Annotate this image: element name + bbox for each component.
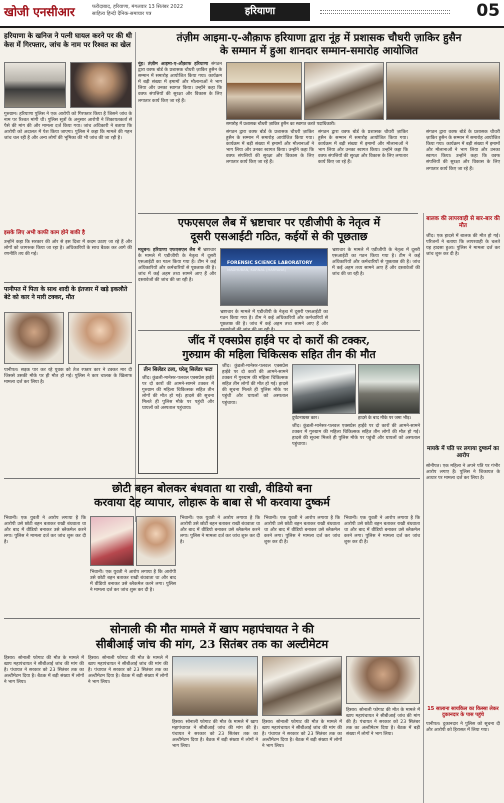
right-story-2-body: सोनीपत। एक महिला ने अपने पति पर गंभीर आरोप लगाए हैं। पुलिस ने शिकायत के आधार पर मामला दर्ज कर लिया है। <box>426 464 500 482</box>
left-lower-headline[interactable]: पानीपत में पिता के साथ शादी के इंतजार में खड़े इकलौते बेटे को कार ने मारी टक्कर, मौत <box>4 286 128 301</box>
jind-caption-2: हादसे के बाद मौके पर जमा भीड़। <box>358 416 412 421</box>
ceremony-byline: नूंह। तंज़ीम आइमा-ए-औक़ाफ हरियाणा <box>138 62 209 67</box>
ceremony-photo-3 <box>386 62 500 120</box>
ceremony-photo-1 <box>226 62 302 120</box>
fsl-body <box>138 248 216 324</box>
ceremony-body-col-2: संगठन द्वारा वक्फ बोर्ड के प्रशासक चौधरी ज़ाकिर हुसैन के सम्मान में समारोह आयोजित किया गया। कार्यक्रम में बड़ी संख्या में इमामों और मौलानाओं ने भाग लिया और उनका स्वागत किया। उन्होंने कहा कि वक्फ संपत्तियों की सुरक्षा और विकास के लिए लगातार कार्य किए जा रहे हैं। <box>226 130 314 166</box>
sonali-headline-line-2: सीबीआई जांच की मांग, 23 सितंबर तक का अल्टीमेटम <box>95 637 329 651</box>
sonali-headline-line-1: सोनाली की मौत मामले में खाप महापंचायत ने की <box>110 622 314 636</box>
top-left-photo-1 <box>4 62 66 108</box>
rakhi-headline[interactable] <box>4 482 420 511</box>
issue-date: फरीदाबाद, हरियाणा, मंगलवार 13 सितंबर 2022 <box>92 4 184 10</box>
sonali-photo-3 <box>346 656 420 704</box>
jind-headline-line-2: गुरुग्राम की महिला चिकित्सक सहित तीन की मौत <box>182 348 376 361</box>
rakhi-headline-line-1: छोटी बहन बोलकर बंधवाता था राखी, वीडियो बना <box>112 482 312 495</box>
fsl-headline-line-1: एफएसएल लैब में भ्रष्टाचार पर एडीजीपी के नेतृत्व में <box>177 216 381 229</box>
fsl-body-text: भ्रष्टाचार के मामले में एडीजीपी के नेतृत्व में दूसरी एसआईटी का गठन किया गया है। टीम ने कई अधिकारियों और कर्मचारियों से पूछताछ की है। जांच में कई अहम तथ्य सामने आए हैं और दस्तावेजों की जांच की जा रही है। <box>138 248 217 284</box>
rakhi-photo-1 <box>90 516 134 566</box>
jind-body-col-2: जींद। कुंडली-मानेसर-पलवल एक्सप्रेस हाईवे पर दो कारों की आमने-सामने टक्कर में गुरुग्राम की महिला चिकित्सक सहित तीन लोगों की मौत हो गई। हादसे की सूचना मिलते ही पुलिस मौके पर पहुंची और घायलों को अस्पताल पहुंचाया। <box>292 424 420 448</box>
right-story-3-headline[interactable]: 15 सालाना सायकिल का किस्सा लेकर दुकानदार के पास पहुंचे <box>427 706 499 719</box>
rakhi-photo-2 <box>136 516 176 566</box>
jind-body: जींद। कुंडली-मानेसर-पलवल एक्सप्रेस हाईवे पर दो कारों की आमने-सामने टक्कर में गुरुग्राम की महिला चिकित्सक सहित तीन लोगों की मौत हो गई। हादसे की सूचना मिलते ही पुलिस मौके पर पहुंची और घायलों को अस्पताल पहुंचाया। <box>222 364 288 406</box>
ceremony-photo-2 <box>304 62 384 120</box>
jind-photo-1 <box>292 364 356 414</box>
ceremony-body <box>138 62 222 210</box>
ceremony-body-text: संगठन द्वारा वक्फ बोर्ड के प्रशासक चौधरी ज़ाकिर हुसैन के सम्मान में समारोह आयोजित किया गया। कार्यक्रम में बड़ी संख्या में इमामों और मौलानाओं ने भाग लिया और उनका स्वागत किया। उन्होंने कहा कि वक्फ संपत्तियों की सुरक्षा और विकास के लिए लगातार कार्य किए जा रहे हैं। <box>138 62 222 104</box>
top-left-body: गुरुग्राम। हरियाणा पुलिस ने एक आरोपी को गिरफ्तार किया है जिसने जांच के नाम पर रिश्वत मांगी थी। पुलिस सूत्रों के अनुसार आरोपी ने शिकायतकर्ता से पैसे की मांग की और मामला दर्ज किया गया। जांच अधिकारी ने बताया कि आरोपी को अदालत में पेश किया जाएगा। पुलिस ने कहा कि मामले की गहन जांच चल रही है और अन्य लोगों की भूमिका की भी जांच की जा रही है। <box>4 112 132 142</box>
ceremony-headline[interactable] <box>138 32 500 58</box>
ceremony-body-col-3: संगठन द्वारा वक्फ बोर्ड के प्रशासक चौधरी ज़ाकिर हुसैन के सम्मान में समारोह आयोजित किया गया। कार्यक्रम में बड़ी संख्या में इमामों और मौलानाओं ने भाग लिया और उनका स्वागत किया। उन्होंने कहा कि वक्फ संपत्तियों की सुरक्षा और विकास के लिए लगातार कार्य किए जा रहे हैं। <box>318 130 408 166</box>
page-number: 05 <box>476 1 500 21</box>
top-left-headline[interactable]: हरियाणा के खनिज ने पत्नी घायल करने पर की थी केस में गिरफ्तार, जांच के नाम पर रिश्वत का खेल <box>4 32 132 49</box>
sonali-body-col-3: हिसार। सोनाली फोगाट की मौत के मामले में खाप महापंचायत ने सीबीआई जांच की मांग की है। पंचायत ने सरकार को 23 सितंबर तक का अल्टीमेटम दिया है। बैठक में बड़ी संख्या में लोगों ने भाग लिया। <box>172 720 258 750</box>
rakhi-headline-line-2: करवाया देह व्यापार, लोहारू के बाबा से भी करवाया दुष्कर्म <box>94 496 330 510</box>
jind-caption-1: दुर्घटनाग्रस्त कार। <box>292 416 319 421</box>
paper-logo: खोजी एनसीआर <box>4 5 75 19</box>
jind-photo-2 <box>358 364 420 414</box>
fsl-sign-subtext: MADHUBAN, KARNAL (HARYANA) <box>227 268 286 272</box>
sonali-photo-2 <box>262 656 342 716</box>
masthead <box>0 0 504 28</box>
right-story-2-headline[interactable]: मायके में पति पर लगाया दुष्कर्म का आरोप <box>427 446 499 460</box>
fsl-headline[interactable] <box>138 216 420 244</box>
issue-meta <box>92 4 192 18</box>
section-rule <box>138 213 418 214</box>
fsl-headline-line-2: दूसरी एसआईटी गठित, कईयों से की पूछताछ <box>190 230 368 243</box>
top-left-photo-2 <box>70 62 132 108</box>
rakhi-body-col-2: भिवानी। एक युवती ने आरोप लगाया है कि आरोपी उसे छोटी बहन बताकर राखी बंधवाता था और बाद में वीडियो बनाकर उसे ब्लैकमेल करने लगा। पुलिस ने मामला दर्ज कर जांच शुरू कर दी है। <box>180 516 260 546</box>
sonali-photo-1 <box>172 656 258 716</box>
ceremony-headline-line-1: तंज़ीम आइमा-ए-औक़ाफ हरियाणा द्वारा नूंह में प्रशासक चौधरी ज़ाकिर हुसैन <box>176 32 462 44</box>
jind-sidebar-box <box>138 364 218 474</box>
top-left-subhead: इसके लिए अभी काफी काम होने बाकी है <box>4 230 85 236</box>
left-lower-body: पानीपत। सड़क पार कर रहे युवक को तेज रफ्तार कार ने टक्कर मार दी जिससे उसकी मौके पर ही मौत हो गई। पुलिस ने कार चालक के खिलाफ मामला दर्ज कर लिया है। <box>4 368 132 386</box>
column-rule <box>135 32 136 522</box>
sonali-body-col-4: हिसार। सोनाली फोगाट की मौत के मामले में खाप महापंचायत ने सीबीआई जांच की मांग की है। पंचायत ने सरकार को 23 सितंबर तक का अल्टीमेटम दिया है। बैठक में बड़ी संख्या में लोगों ने भाग लिया। <box>262 720 342 750</box>
rakhi-body-col-4: भिवानी। एक युवती ने आरोप लगाया है कि आरोपी उसे छोटी बहन बताकर राखी बंधवाता था और बाद में वीडियो बनाकर उसे ब्लैकमेल करने लगा। पुलिस ने मामला दर्ज कर जांच शुरू कर दी है। <box>344 516 420 546</box>
section-label: हरियाणा <box>210 3 310 21</box>
jind-headline[interactable] <box>138 334 420 362</box>
left-rule <box>4 282 132 283</box>
jind-headline-line-1: जींद में एक्सप्रेस हाईवे पर दो कारों की टक्कर, <box>188 334 370 347</box>
fsl-sign-text: FORENSIC SCIENCE LABORATORY <box>227 261 313 266</box>
masthead-divider <box>320 10 450 14</box>
sonali-body-col-5: हिसार। सोनाली फोगाट की मौत के मामले में खाप महापंचायत ने सीबीआई जांच की मांग की है। पंचायत ने सरकार को 23 सितंबर तक का अल्टीमेटम दिया है। बैठक में बड़ी संख्या में लोगों ने भाग लिया। <box>346 708 420 738</box>
right-story-1-body: जींद। एक हादसे में बालक की मौत हो गई। परिजनों ने बताया कि लापरवाही के चलते यह हादसा हुआ। पुलिस ने मामला दर्ज कर जांच शुरू कर दी है। <box>426 234 500 258</box>
top-left-story <box>4 32 132 50</box>
right-story-3-body: पानीपत। दुकानदार ने पुलिस को सूचना दी और आरोपी को हिरासत में लिया गया। <box>426 722 500 734</box>
section-rule-2 <box>138 330 420 331</box>
ceremony-body-col-4: संगठन द्वारा वक्फ बोर्ड के प्रशासक चौधरी ज़ाकिर हुसैन के सम्मान में समारोह आयोजित किया गया। कार्यक्रम में बड़ी संख्या में इमामों और मौलानाओं ने भाग लिया और उनका स्वागत किया। उन्होंने कहा कि वक्फ संपत्तियों की सुरक्षा और विकास के लिए लगातार कार्य किए जा रहे हैं। <box>426 130 500 172</box>
left-lower-photo-1 <box>4 312 64 364</box>
ceremony-caption: समारोह में प्रशासक चौधरी ज़ाकिर हुसैन का स्वागत करते पदाधिकारी। <box>226 122 336 127</box>
fsl-body-col-3: भ्रष्टाचार के मामले में एडीजीपी के नेतृत्व में दूसरी एसआईटी का गठन किया गया है। टीम ने कई अधिकारियों और कर्मचारियों से पूछताछ की है। जांच में कई अहम तथ्य सामने आए हैं और <box>220 310 328 328</box>
fsl-photo <box>220 248 328 306</box>
rakhi-body-col-5: भिवानी। एक युवती ने आरोप लगाया है कि आरोपी उसे छोटी बहन बताकर राखी बंधवाता था और बाद में वीडियो बनाकर उसे ब्लैकमेल करने लगा। पुलिस ने मामला दर्ज कर जांच शुरू कर दी है। <box>90 570 176 594</box>
jind-sidebar-body: जींद। कुंडली-मानेसर-पलवल एक्सप्रेस हाईवे पर दो कारों की आमने-सामने टक्कर में गुरुग्राम की महिला चिकित्सक सहित तीन लोगों की मौत हो गई। हादसे की सूचना मिलते ही पुलिस मौके पर पहुंची और घायलों को अस्पताल पहुंचाया। <box>142 375 214 412</box>
sonali-body: हिसार। सोनाली फोगाट की मौत के मामले में खाप महापंचायत ने सीबीआई जांच की मांग की है। पंचायत ने सरकार को 23 सितंबर तक का अल्टीमेटम दिया है। बैठक में बड़ी संख्या में लोगों ने भाग लिया। <box>4 656 84 686</box>
issue-tagline: साहित्य हिन्दी दैनिक-समाचार पत्र <box>92 11 152 17</box>
fsl-body-col-2: भ्रष्टाचार के मामले में एडीजीपी के नेतृत्व में दूसरी एसआईटी का गठन किया गया है। टीम ने कई अधिकारियों और कर्मचारियों से पूछताछ की है। जांच में कई अहम तथ्य सामने आए हैं और दस्तावेजों की जांच की जा रही है। <box>332 248 420 278</box>
sonali-headline[interactable] <box>4 622 420 652</box>
jind-sidebar-headline[interactable]: तीन सिलेंडर टला, घरेलू सिलेंडर फटा <box>143 367 213 373</box>
section-rule-4 <box>4 618 420 619</box>
ceremony-headline-line-2: के सम्मान में हुआ शानदार सम्मान-समारोह आयोजित <box>220 45 418 57</box>
sonali-body-col-2: हिसार। सोनाली फोगाट की मौत के मामले में खाप महापंचायत ने सीबीआई जांच की मांग की है। पंचायत ने सरकार को 23 सितंबर तक का अल्टीमेटम दिया है। बैठक में बड़ी संख्या में लोगों ने भाग लिया। <box>88 656 168 686</box>
column-rule-right <box>423 213 424 803</box>
top-left-body-2: उन्होंने कहा कि सरकार की ओर से इस दिशा में कदम उठाए जा रहे हैं और लोगों को जागरूक किया जा रहा है। अधिकारियों के साथ बैठक कर आगे की रणनीति तय की गई। <box>4 240 132 258</box>
section-rule-3 <box>4 478 420 479</box>
rakhi-body-col-3: भिवानी। एक युवती ने आरोप लगाया है कि आरोपी उसे छोटी बहन बताकर राखी बंधवाता था और बाद में वीडियो बनाकर उसे ब्लैकमेल करने लगा। पुलिस ने मामला दर्ज कर जांच शुरू कर दी है। <box>264 516 340 546</box>
rakhi-body: भिवानी। एक युवती ने आरोप लगाया है कि आरोपी उसे छोटी बहन बताकर राखी बंधवाता था और बाद में वीडियो बनाकर उसे ब्लैकमेल करने लगा। पुलिस ने मामला दर्ज कर जांच शुरू कर दी है। <box>4 516 86 546</box>
left-lower-photo-2 <box>68 312 132 364</box>
right-story-1-headline[interactable]: बालक की लापरवाही से बार-बार की मौत <box>426 216 500 230</box>
fsl-byline: मधुबन। हरियाणा एफएसएल लैब में <box>138 248 201 253</box>
